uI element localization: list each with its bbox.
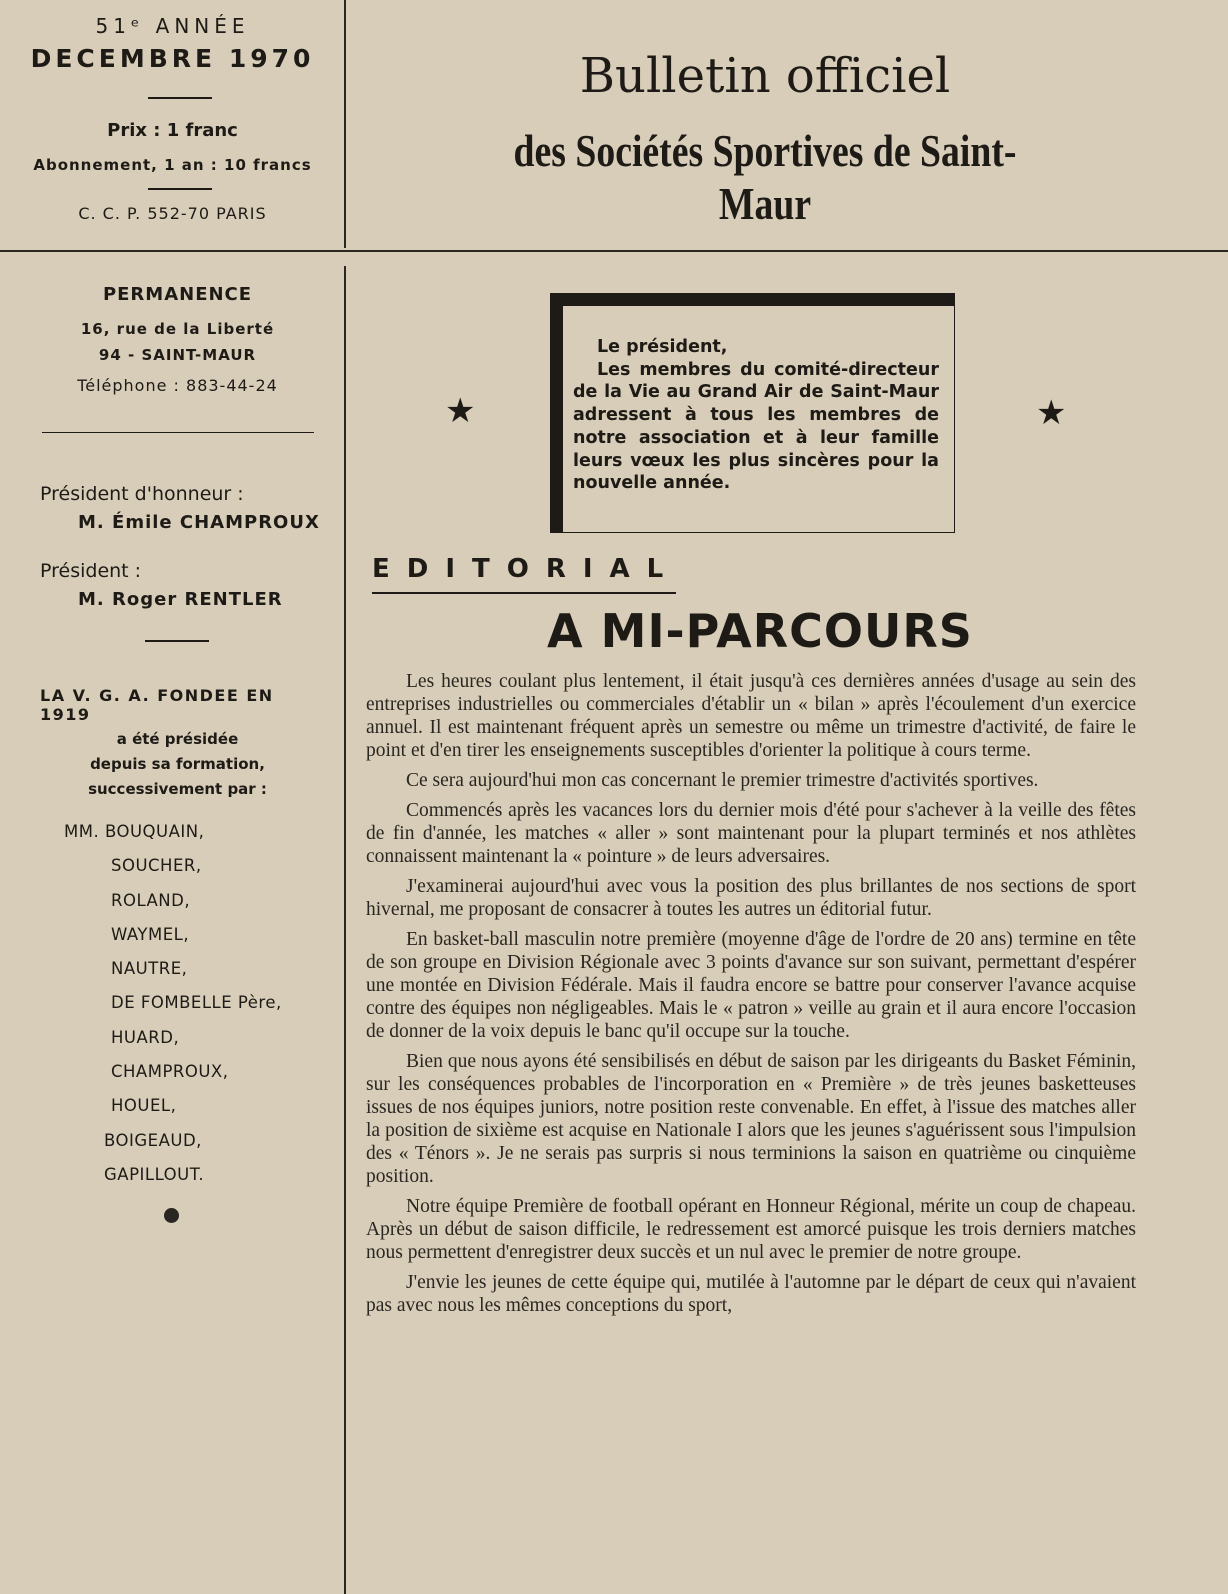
list-item: GAPILLOUT.	[104, 1164, 205, 1184]
headline: A MI-PARCOURS	[547, 604, 973, 658]
list-item: ROLAND,	[111, 890, 191, 910]
honorary-president-name: M. Émile CHAMPROUX	[78, 512, 320, 533]
telephone: Téléphone : 883-44-24	[77, 376, 278, 395]
divider	[148, 97, 212, 99]
paragraph: Ce sera aujourd'hui mon cas concernant le premier trimestre d'activités sportives.	[406, 770, 1039, 791]
column-divider	[344, 0, 346, 248]
list-item: WAYMEL,	[111, 924, 190, 944]
presidents-list	[64, 822, 344, 1199]
section-label: EDITORIAL	[372, 554, 681, 584]
greeting-line1: Le président,	[597, 337, 728, 357]
star-icon: ★	[1036, 393, 1067, 433]
honorary-president-label: Président d'honneur :	[40, 483, 244, 505]
list-item: CHAMPROUX,	[111, 1062, 229, 1082]
presided-text: successivement par :	[88, 780, 267, 798]
list-item: MM. BOUQUAIN,	[64, 822, 205, 841]
greeting-text	[573, 336, 939, 495]
list-item: DE FOMBELLE Père,	[111, 993, 282, 1013]
column-divider	[344, 266, 346, 1594]
bullet-icon	[164, 1208, 179, 1223]
section-rule	[372, 592, 676, 594]
paragraph: Notre équipe Première de football opérant en Honneur Régional, mérite un coup de chapeau. Après un début de saison difficile, le redressement est amorcé puisque les trois derniers matches nous permettent d'enregistrer deux succès et un nul avec le premier de notre groupe.	[366, 1196, 1136, 1263]
box-border	[550, 293, 563, 533]
star-icon: ★	[445, 391, 476, 431]
masthead-info	[0, 0, 345, 250]
box-border	[550, 293, 955, 306]
presided-text: a été présidée	[116, 730, 239, 748]
paragraph: J'examinerai aujourd'hui avec vous la position des plus brillantes de nos sections de sport hivernal, me proposant de consacrer à toutes les autres un éditorial futur.	[366, 876, 1136, 920]
list-item: SOUCHER,	[111, 856, 202, 876]
paragraph: Bien que nous ayons été sensibilisés en début de saison par les dirigeants du Basket Féminin, sur les conséquences probables de l'incorporation en « Première » de très jeunes basketteuses issues de nos équipes juniors, notre position reste convenable. En effet, à l'issue des matches aller la position de sixième est acquise en Nationale I alors que les jeunes s'aguérissent sous l'impulsion des « Ténors ». Je ne serais pas surpris si nous terminions la saison en quatrième ou cinquième position.	[366, 1051, 1136, 1187]
address-city: 94 - SAINT-MAUR	[98, 346, 257, 364]
address-street: 16, rue de la Liberté	[80, 320, 275, 338]
divider	[42, 432, 314, 433]
list-item: HUARD,	[111, 1027, 180, 1047]
subscription: Abonnement, 1 an : 10 francs	[33, 156, 312, 174]
paragraph: J'envie les jeunes de cette équipe qui, mutilée à l'automne par le départ de ceux qui n'avaient pas avec nous les mêmes conceptions du sport,	[366, 1272, 1136, 1316]
president-label: Président :	[40, 560, 142, 582]
issue-date: DECEMBRE 1970	[30, 44, 315, 73]
vga-founded: LA V. G. A. FONDEE EN 1919	[40, 686, 274, 724]
header-rule	[0, 250, 1228, 252]
permanence-heading: PERMANENCE	[102, 284, 253, 305]
paragraph: Les heures coulant plus lentement, il était jusqu'à ces dernières années d'usage au sein des entreprises industrielles ou commerciales d'établir un « bilan » après l'écoulement d'un exercice annuel. Il est maintenant fréquent après un semestre ou même un trimestre d'activité, de faire le point et d'en tirer les enseignements susceptibles d'orienter la politique à cours terme.	[366, 671, 1136, 761]
list-item: BOIGEAUD,	[104, 1130, 202, 1150]
price: Prix : 1 franc	[107, 120, 238, 141]
list-item: NAUTRE,	[111, 959, 188, 979]
divider	[145, 640, 209, 642]
paragraph: Commencés après les vacances lors du dernier mois d'été pour s'achever à la veille des fêtes de fin d'année, les matches « aller » sont maintenant pour la plupart terminés et nos athlètes connaissent maintenant la « pointure » de leurs adversaires.	[366, 800, 1136, 867]
article-body	[366, 670, 1136, 1324]
year-edition: 51ᵉ ANNÉE	[95, 14, 250, 38]
presided-text: depuis sa formation,	[90, 755, 265, 773]
bulletin-subtitle: des Sociétés Sportives de Saint-Maur	[513, 125, 1017, 229]
paragraph: En basket-ball masculin notre première (moyenne d'âge de l'ordre de 20 ans) termine en tête de son groupe en Division Régionale avec 3 points d'avance sur son suivant, permettant d'espérer une montée en Division Fédérale. Mais il faudra encore se battre pour conserver l'avance acquise contre des équipes non négligeables. Mais le « patron » veille au grain et il aura encore l'occasion de donner de la voix depuis le banc qu'il occupe sur la touche.	[366, 929, 1136, 1042]
divider	[148, 188, 212, 190]
bulletin-title: Bulletin officiel	[579, 48, 951, 104]
list-item: HOUEL,	[111, 1096, 177, 1116]
greeting-body: Les membres du comité-directeur de la Vie au Grand Air de Saint-Maur adressent à tous les membres de notre association et à leur famille leurs vœux les plus sincères pour la nouvelle année.	[573, 359, 939, 494]
postal-account: C. C. P. 552-70 PARIS	[78, 204, 267, 223]
president-name: M. Roger RENTLER	[78, 589, 283, 610]
